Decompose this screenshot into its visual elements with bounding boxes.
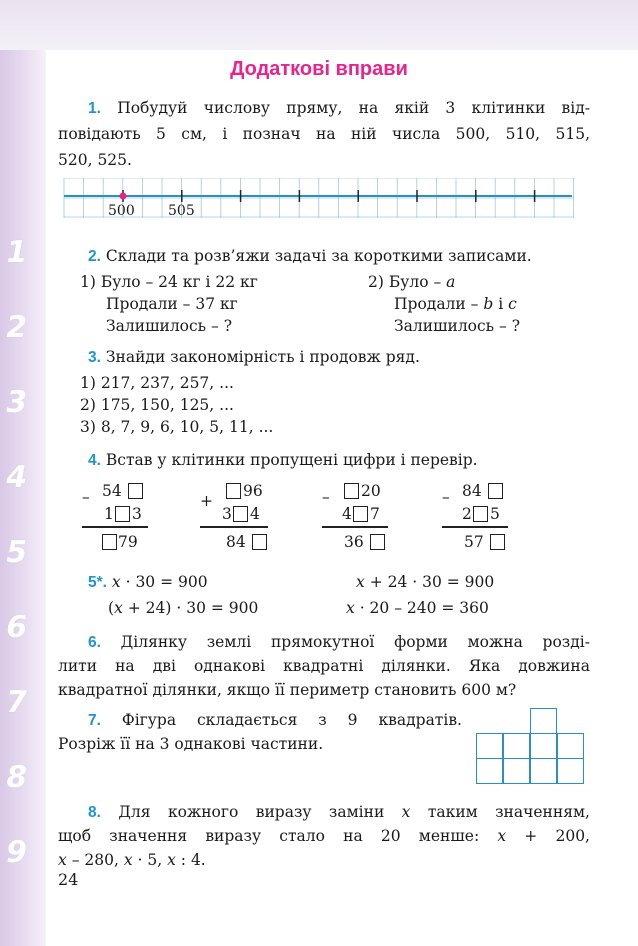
ex4c-rule xyxy=(322,526,388,528)
ex1-line3: 520, 525. xyxy=(58,151,132,169)
ex1-text1: Побудуй числову пряму, на якій 3 клітинки від- xyxy=(117,99,590,117)
side-number: 1 xyxy=(2,235,30,270)
figure-square xyxy=(530,733,557,759)
ex2-col1-line3: Залишилось – ? xyxy=(106,317,233,335)
ex4c-res: 36 xyxy=(344,533,364,551)
ex8-text1: Для кожного виразу заміни xyxy=(118,803,385,821)
ex8-text1b: таким значенням, xyxy=(427,803,590,821)
ex2-col2-l1-text: 2) Було – xyxy=(368,273,447,291)
ex1-line1 xyxy=(58,98,590,119)
figure-square xyxy=(476,733,503,759)
ex4c-mid-right: 7 xyxy=(370,505,380,523)
ex6-line1 xyxy=(58,632,590,653)
ex4d-top-box[interactable] xyxy=(488,483,503,499)
ex4a-res: 79 xyxy=(118,533,138,551)
ex3-row2: 2) 175, 150, 125, ... xyxy=(80,396,234,414)
ex4d-top: 84 xyxy=(462,482,482,500)
figure-square xyxy=(503,758,530,784)
var-x: x xyxy=(346,599,355,617)
ex4d-res-box[interactable] xyxy=(490,534,505,550)
ex4a-sign: – xyxy=(82,488,90,506)
ex4b-mid-box[interactable] xyxy=(233,506,248,522)
ex2-heading xyxy=(88,246,532,267)
ex4b-res-box[interactable] xyxy=(252,534,267,550)
ex4-text: Встав у клітинки пропущені цифри і перевір. xyxy=(105,451,478,469)
figure-square xyxy=(557,758,584,784)
number-line-label-505: 505 xyxy=(168,203,195,219)
ex4d-res: 57 xyxy=(464,533,484,551)
ex4b-top-box[interactable] xyxy=(226,483,241,499)
ex2-col2-line1 xyxy=(368,272,455,293)
figure-square xyxy=(530,758,557,784)
side-number: 2 xyxy=(2,310,30,345)
var-x: x xyxy=(111,573,121,591)
ex5-eq1-text: · 30 = 900 xyxy=(125,573,208,591)
ex4b-mid-left: 3 xyxy=(222,505,232,523)
var-x: x xyxy=(114,599,123,617)
side-number: 3 xyxy=(2,385,30,420)
ex4a-top: 54 xyxy=(102,482,122,500)
ex5-eq4 xyxy=(346,598,489,619)
page-number: 24 xyxy=(58,870,79,889)
ex8-line3 xyxy=(58,850,206,871)
ex2-col2-l2-mid: і xyxy=(493,295,509,313)
ex5-eq2-text: + 24 · 30 = 900 xyxy=(369,573,495,591)
ex4d-mid-right: 5 xyxy=(490,505,500,523)
side-number: 8 xyxy=(2,760,30,795)
number-line-label-500: 500 xyxy=(108,203,135,219)
number-line-grid xyxy=(60,178,580,220)
ex8-text2b: + 200, xyxy=(524,827,590,845)
ex4c-res-box[interactable] xyxy=(370,534,385,550)
ex3-heading xyxy=(88,347,420,368)
var-x: x xyxy=(123,851,133,869)
ex4d-mid-box[interactable] xyxy=(473,506,488,522)
ex7-text1: Фігура складається з 9 квадратів. xyxy=(121,711,462,729)
ex8-text2: щоб значення виразу стало на 20 менше: xyxy=(58,827,480,845)
ex2-col2-line2 xyxy=(394,294,517,315)
figure-square xyxy=(503,733,530,759)
ex4d-rule xyxy=(442,526,508,528)
ex6-number: 6. xyxy=(88,634,101,651)
ex4a-res-box[interactable] xyxy=(102,534,117,550)
ex5-eq2 xyxy=(356,572,494,593)
page-title: Додаткові вправи xyxy=(230,58,408,80)
ex6-line2: лити на дві однакові квадратні ділянки. Яка довжина xyxy=(58,657,590,675)
ex4-heading xyxy=(88,450,478,471)
side-band xyxy=(0,50,46,946)
ex3-row1: 1) 217, 237, 257, ... xyxy=(80,374,234,392)
ex8-number: 8. xyxy=(88,804,101,821)
ex8-text3c: : 4. xyxy=(180,851,206,869)
ex4b-mid-right: 4 xyxy=(250,505,260,523)
ex4c-sign: – xyxy=(322,488,330,506)
ex7-line2: Розріж її на 3 однакові частини. xyxy=(58,735,324,753)
ex5-number: 5*. xyxy=(88,574,107,591)
ex4c-top-box[interactable] xyxy=(344,483,359,499)
var-x: x xyxy=(401,803,411,821)
ex4a-mid-box[interactable] xyxy=(115,506,130,522)
var-x: x xyxy=(58,851,67,869)
ex5-eq3 xyxy=(108,598,258,619)
var-x: x xyxy=(356,573,365,591)
ex8-text3a: – 280, xyxy=(71,851,119,869)
side-number: 7 xyxy=(2,685,30,720)
ex7-line1 xyxy=(58,710,462,731)
side-number: 4 xyxy=(2,460,30,495)
ex6-line3: квадратної ділянки, якщо її периметр становить 600 м? xyxy=(58,681,517,699)
side-number: 5 xyxy=(2,535,30,570)
number-line-marker xyxy=(120,193,127,200)
ex3-text: Знайди закономірність і продовж ряд. xyxy=(105,348,420,366)
ex8-line1 xyxy=(58,802,590,823)
ex2-text: Склади та розв’яжи задачі за короткими записами. xyxy=(105,247,532,265)
ex4d-sign: – xyxy=(442,488,450,506)
top-band xyxy=(0,0,638,50)
figure-square xyxy=(557,733,584,759)
figure-square xyxy=(476,758,503,784)
var-c: c xyxy=(508,295,517,313)
ex4a-mid-left: 1 xyxy=(104,505,114,523)
side-number: 6 xyxy=(2,610,30,645)
ex6-text1: Ділянку землі прямокутної форми можна розді- xyxy=(120,633,590,651)
ex3-number: 3. xyxy=(88,349,101,366)
ex4-number: 4. xyxy=(88,452,101,469)
ex4b-top: 96 xyxy=(243,482,263,500)
ex4b-rule xyxy=(200,526,268,528)
ex8-line2 xyxy=(58,826,590,847)
ex5-eq4-text: · 20 – 240 = 360 xyxy=(359,599,489,617)
ex4c-top: 20 xyxy=(361,482,381,500)
ex5-eq1 xyxy=(88,572,208,593)
ex8-text3b: · 5, xyxy=(137,851,163,869)
ex4d-mid-left: 2 xyxy=(462,505,472,523)
ex5-eq3-open: ( xyxy=(108,599,115,617)
ex2-number: 2. xyxy=(88,248,101,265)
ex5-eq3-text: + 24) · 30 = 900 xyxy=(127,599,259,617)
ex4c-mid-left: 4 xyxy=(342,505,352,523)
ex7-number: 7. xyxy=(88,712,101,729)
var-b: b xyxy=(483,295,494,313)
ex3-row3: 3) 8, 7, 9, 6, 10, 5, 11, ... xyxy=(80,418,274,436)
var-a: a xyxy=(446,273,456,291)
ex4c-mid-box[interactable] xyxy=(353,506,368,522)
ex2-col1-line1: 1) Було – 24 кг і 22 кг xyxy=(80,273,258,291)
figure-square xyxy=(530,708,557,734)
ex4b-sign: + xyxy=(200,492,213,510)
ex4a-rule xyxy=(82,526,148,528)
ex1-number: 1. xyxy=(88,100,101,117)
var-x: x xyxy=(497,827,507,845)
ex4a-mid-right: 3 xyxy=(132,505,142,523)
ex4b-res: 84 xyxy=(226,533,246,551)
ex2-col2-l2-text: Продали – xyxy=(394,295,484,313)
ex4a-top-box[interactable] xyxy=(128,483,143,499)
ex2-col1-line2: Продали – 37 кг xyxy=(106,295,238,313)
ex2-col2-line3: Залишилось – ? xyxy=(394,317,521,335)
side-number: 9 xyxy=(2,835,30,870)
var-x: x xyxy=(167,851,176,869)
ex1-line2: повідають 5 см, і познач на ній числа 500, 510, 515, xyxy=(58,125,590,143)
